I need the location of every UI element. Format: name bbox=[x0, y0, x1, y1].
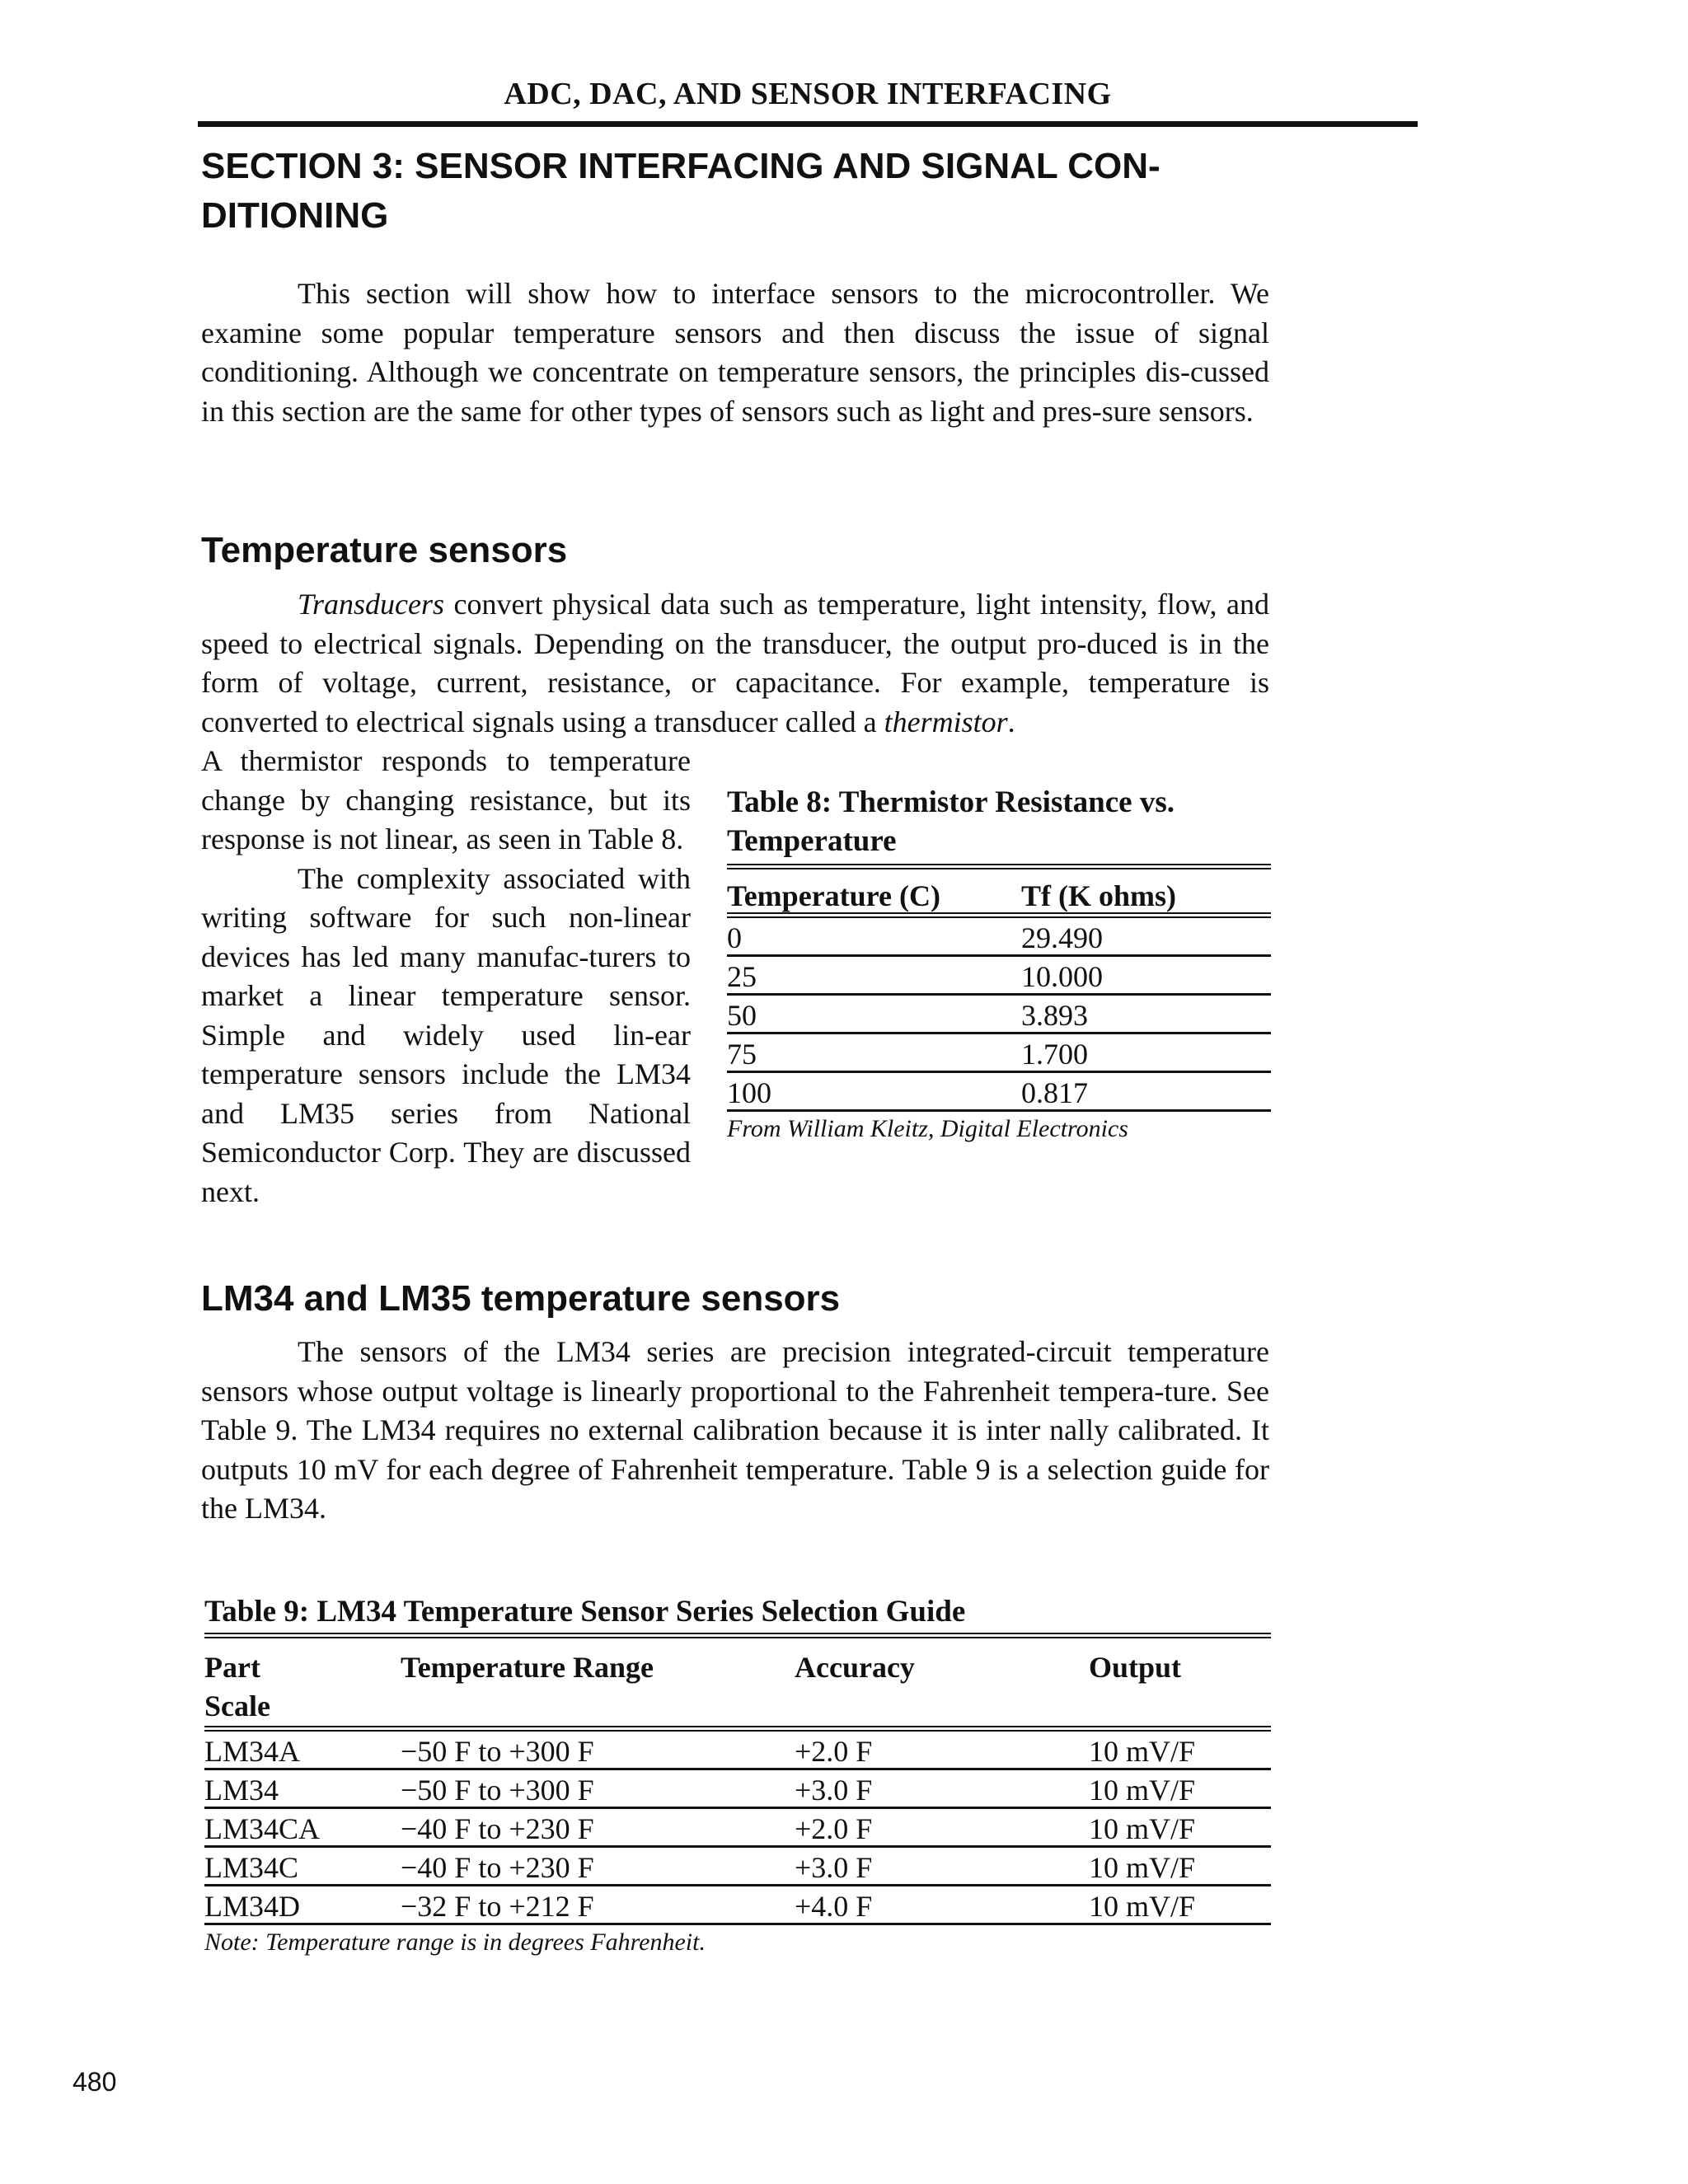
table-row: LM34D −32 F to +212 F +4.0 F 10 mV/F bbox=[204, 1886, 1271, 1924]
header-rule bbox=[198, 121, 1418, 127]
temperature-sensors-heading: Temperature sensors bbox=[201, 530, 568, 570]
transducers-term: Transducers bbox=[298, 588, 445, 621]
table-9-header-range: Temperature Range bbox=[401, 1651, 654, 1684]
table-row: LM34 −50 F to +300 F +3.0 F 10 mV/F bbox=[204, 1769, 1271, 1808]
thermistor-paragraph: A thermistor responds to temperature change by changing resistance, but its response is not linear, as seen in Table 8. bbox=[201, 744, 691, 855]
section-title-line-2: DITIONING bbox=[201, 195, 389, 236]
running-head: ADC, DAC, AND SENSOR INTERFACING bbox=[504, 77, 1112, 111]
transducers-text: convert physical data such as temperature, light intensity, flow, and speed to electrical signals. Depending on the transducer, the output pro-duced is in the form of voltage, current, resistance, or capacitance. For example, temperature is converted to electrical signals using a transducer called a bbox=[201, 588, 1269, 738]
table-row: LM34CA −40 F to +230 F +2.0 F 10 mV/F bbox=[204, 1808, 1271, 1847]
table-8-source: From William Kleitz, Digital Electronics bbox=[727, 1115, 1128, 1142]
table-9-grid bbox=[204, 1648, 1271, 1925]
section-title bbox=[201, 142, 1339, 241]
table-row: LM34C −40 F to +230 F +3.0 F 10 mV/F bbox=[204, 1847, 1271, 1886]
linear-sensor-paragraph: The complexity associated with writing software for such non-linear devices has led many manufac-turers to market a linear temperature sensor. Simple and widely used lin-ear temperature sensors include the LM34 and LM35 series from National Semiconductor Corp. They are discussed next. bbox=[201, 861, 691, 1208]
table-8 bbox=[727, 783, 1271, 1143]
table-9-top-rule bbox=[204, 1633, 1271, 1638]
table-row: 100 0.817 bbox=[727, 1072, 1271, 1111]
table-8-title: Table 8: Thermistor Resistance vs. Temperature bbox=[727, 785, 1175, 858]
table-9 bbox=[204, 1592, 1271, 1957]
table-9-note: Note: Temperature range is in degrees Fahrenheit. bbox=[204, 1929, 706, 1956]
table-9-header-output: Output bbox=[1089, 1651, 1182, 1684]
table-9-title: Table 9: LM34 Temperature Sensor Series Selection Guide bbox=[204, 1595, 966, 1629]
intro-paragraph bbox=[201, 274, 1269, 431]
thermistor-term: thermistor bbox=[884, 705, 1008, 738]
table-row: 75 1.700 bbox=[727, 1033, 1271, 1072]
section-title-line-1: SECTION 3: SENSOR INTERFACING AND SIGNAL CON- bbox=[201, 146, 1160, 186]
table-9-header-accuracy: Accuracy bbox=[795, 1651, 915, 1684]
page-number: 480 bbox=[73, 2067, 117, 2097]
table-row: 50 3.893 bbox=[727, 995, 1271, 1033]
intro-text: This section will show how to interface sensors to the microcontroller. We examine some popular temperature sensors and then discuss the issue of signal conditioning. Although we concentrate on temperature sensors, the principles dis-cussed in this section are the same for other types of sensors such as light and pres-sure sensors. bbox=[201, 277, 1269, 428]
lm34-heading: LM34 and LM35 temperature sensors bbox=[201, 1278, 841, 1319]
table-8-grid bbox=[727, 876, 1271, 1112]
table-row: 0 29.490 bbox=[727, 918, 1271, 956]
lm34-text: The sensors of the LM34 series are precision integrated-circuit temperature sensors whose output voltage is linearly proportional to the Fahrenheit tempera-ture. See Table 9. The LM34 requires no external calibration because it is inter nally calibrated. It outputs 10 mV for each degree of Fahrenheit temperature. Table 9 is a selection guide for the LM34. bbox=[201, 1335, 1269, 1525]
transducers-paragraph: Transducers convert physical data such as temperature, light intensity, flow, and speed to electrical signals. Depending on the transducer, the output pro-duced is in the form of voltage, current, resistance, or capacitance. For example, temperature is converted to electrical signals using a transducer called a thermistor. bbox=[201, 588, 1269, 738]
table-8-header-resistance: Tf (K ohms) bbox=[1021, 879, 1176, 912]
left-column-text bbox=[201, 742, 691, 1212]
table-8-top-rule bbox=[727, 864, 1271, 869]
table-row: LM34A −50 F to +300 F +2.0 F 10 mV/F bbox=[204, 1732, 1271, 1769]
table-row: 25 10.000 bbox=[727, 956, 1271, 995]
table-8-header-temperature: Temperature (C) bbox=[727, 879, 940, 912]
table-9-header-part: Part Scale bbox=[204, 1651, 270, 1722]
lm34-paragraph bbox=[201, 1333, 1269, 1529]
